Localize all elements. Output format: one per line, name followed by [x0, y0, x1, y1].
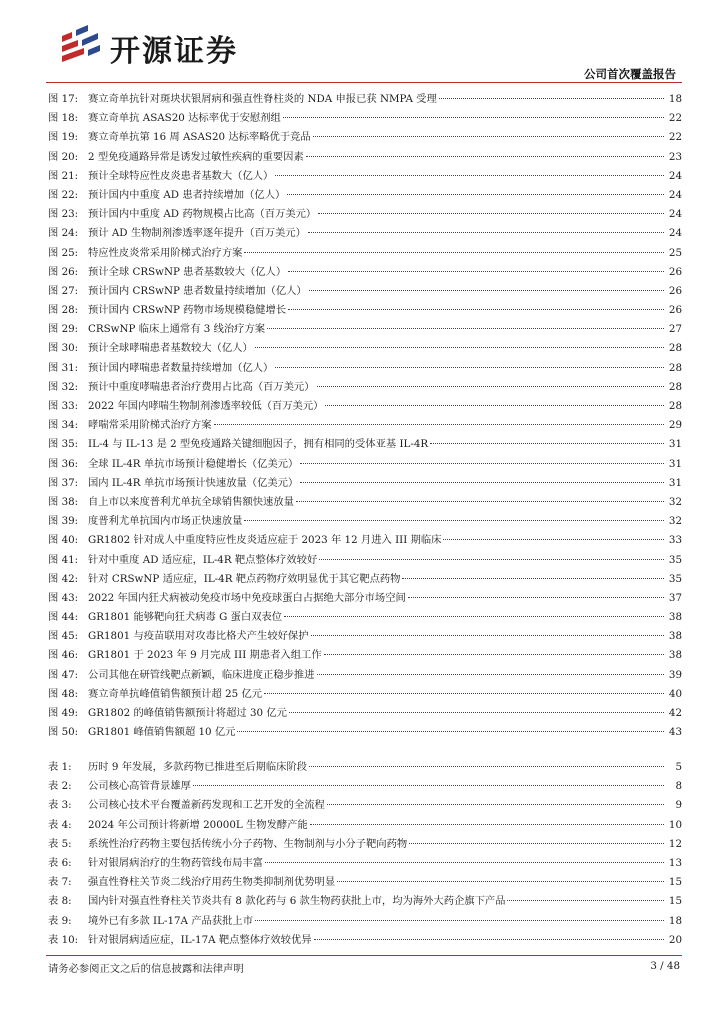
entry-page: 5: [675, 761, 682, 773]
dot-leader: [289, 712, 664, 713]
entry-page: 42: [668, 707, 682, 719]
entry-label: 图 27:: [48, 284, 79, 297]
entry-label: 图 46:: [48, 649, 79, 662]
entry-title: 历时 9 年发展，多款药物已推进至后期临床阶段: [88, 761, 308, 773]
dot-leader: [306, 156, 664, 157]
toc-entry[interactable]: [48, 646, 682, 665]
entry-title: GR1802 的峰值销售额预计将超过 30 亿元: [88, 707, 287, 719]
dot-leader: [319, 559, 664, 560]
page-header: [0, 0, 724, 84]
entry-label: 图 42:: [48, 572, 79, 585]
entry-label: 图 23:: [48, 208, 79, 221]
entry-label: 图 17:: [48, 93, 79, 105]
entry-label: 图 40:: [48, 534, 79, 547]
dot-leader: [288, 309, 664, 310]
entry-title: 预计全球哮喘患者基数较大（亿人）: [88, 342, 253, 355]
entry-page: 33: [668, 534, 682, 547]
footer-divider: [46, 955, 682, 956]
toc-entry[interactable]: [48, 109, 682, 128]
toc-entry[interactable]: [48, 435, 682, 454]
entry-title: 境外已有多款 IL-17A 产品获批上市: [88, 914, 254, 927]
dot-leader: [337, 881, 664, 882]
dot-leader: [275, 367, 664, 368]
entry-label: 图 22:: [48, 188, 79, 201]
toc-entry[interactable]: [48, 339, 682, 358]
entry-label: 图 44:: [48, 611, 79, 624]
entry-page: 26: [668, 284, 682, 297]
dot-leader: [193, 785, 664, 786]
entry-label: 图 26:: [48, 265, 79, 278]
dot-leader: [317, 386, 664, 387]
entry-label: 图 50:: [48, 726, 79, 739]
entry-page: 15: [668, 895, 682, 908]
entry-page: 26: [668, 265, 682, 278]
entry-label: 图 19:: [48, 131, 79, 144]
entry-title: 2022 年国内狂犬病被动免疫市场中免疫球蛋白占据绝大部分市场空间: [88, 591, 406, 604]
entry-page: 9: [675, 799, 682, 812]
entry-title: 公司核心高管背景雄厚: [88, 780, 191, 793]
dot-leader: [309, 766, 664, 767]
toc-entry[interactable]: [48, 854, 682, 873]
entry-page: 24: [668, 208, 682, 221]
dot-leader: [318, 213, 664, 214]
entry-label: 图 31:: [48, 361, 79, 374]
entry-label: 图 48:: [48, 687, 79, 700]
entry-label: 图 24:: [48, 227, 79, 240]
entry-page: 10: [668, 818, 682, 831]
entry-title: 国内针对强直性脊柱关节炎共有 8 款化药与 6 款生物药获批上市，均为海外大药企旗下产品: [88, 895, 506, 908]
entry-page: 8: [675, 780, 682, 793]
entry-label: 表 3:: [48, 799, 72, 812]
toc-entry[interactable]: [48, 531, 682, 550]
entry-title: 赛立奇单抗峰值销售额预计超 25 亿元: [88, 687, 263, 700]
entry-title: GR1801 于 2023 年 9 月完成 III 期患者入组工作: [88, 649, 322, 662]
entry-title: 针对银屑病适应症，IL-17A 靶点整体疗效较优异: [88, 933, 312, 946]
toc-entry[interactable]: [48, 796, 682, 815]
entry-page: 35: [668, 553, 682, 566]
toc-entry[interactable]: [48, 589, 682, 608]
entry-label: 表 7:: [48, 876, 72, 889]
toc-entry[interactable]: [48, 666, 682, 685]
entry-label: 表 2:: [48, 780, 72, 793]
entry-label: 表 5:: [48, 837, 72, 850]
dot-leader: [439, 98, 664, 99]
entry-page: 18: [668, 93, 682, 105]
dot-leader: [300, 482, 664, 483]
entry-page: 22: [668, 112, 682, 125]
entry-page: 15: [668, 876, 682, 889]
entry-title: CRSwNP 临床上通常有 3 线治疗方案: [88, 323, 266, 336]
toc-entry[interactable]: [48, 167, 682, 186]
entry-page: 31: [668, 438, 682, 451]
entry-page: 35: [668, 572, 682, 585]
entry-title: 预计中重度哮喘患者治疗费用占比高（百万美元）: [88, 380, 315, 393]
entry-label: 图 29:: [48, 323, 79, 336]
toc-entry[interactable]: [48, 359, 682, 378]
toc-entry[interactable]: [48, 608, 682, 627]
entry-title: 预计国内哮喘患者数量持续增加（亿人）: [88, 361, 274, 374]
dot-leader: [317, 674, 664, 675]
entry-title: 预计国内中重度 AD 患者持续增加（亿人）: [88, 188, 286, 201]
entry-label: 表 10:: [48, 933, 79, 946]
entry-title: GR1801 峰值销售额超 10 亿元: [88, 726, 236, 739]
entry-page: 28: [668, 361, 682, 374]
entry-label: 图 28:: [48, 304, 79, 317]
entry-title: 赛立奇单抗针对斑块状银屑病和强直性脊柱炎的 NDA 申报已获 NMPA 受理: [88, 93, 437, 105]
entry-label: 图 25:: [48, 246, 79, 259]
entry-page: 23: [668, 150, 682, 163]
entry-label: 图 32:: [48, 380, 79, 393]
entry-label: 图 39:: [48, 515, 79, 528]
entry-page: 38: [668, 611, 682, 624]
toc-entry[interactable]: [48, 186, 682, 205]
entry-label: 表 9:: [48, 914, 72, 927]
entry-title: 预计国内中重度 AD 药物规模占比高（百万美元）: [88, 208, 317, 221]
entry-page: 20: [668, 933, 682, 946]
dot-leader: [310, 824, 664, 825]
entry-page: 37: [668, 591, 682, 604]
page-number: 3 / 48: [650, 960, 680, 972]
dot-leader: [264, 693, 664, 694]
dot-leader: [237, 731, 664, 732]
entry-page: 24: [668, 169, 682, 182]
entry-page: 31: [668, 457, 682, 470]
entry-title: 公司核心技术平台覆盖新药发现和工艺开发的全流程: [88, 799, 325, 812]
dot-leader: [283, 117, 664, 118]
dot-leader: [430, 443, 664, 444]
dot-leader: [296, 501, 664, 502]
dot-leader: [255, 920, 664, 921]
dot-leader: [275, 175, 664, 176]
toc-entry[interactable]: [48, 90, 682, 109]
dot-leader: [214, 424, 664, 425]
entry-page: 28: [668, 400, 682, 412]
toc-entry[interactable]: [48, 685, 682, 704]
entry-page: 13: [668, 856, 682, 869]
entry-page: 18: [668, 914, 682, 927]
toc-entry[interactable]: [48, 128, 682, 147]
toc-entry[interactable]: [48, 931, 682, 950]
toc-entry[interactable]: [48, 551, 682, 570]
entry-label: 图 34:: [48, 419, 79, 432]
entry-label: 图 43:: [48, 591, 79, 604]
company-logo: [58, 20, 258, 68]
entry-title: 针对中重度 AD 适应症，IL-4R 靶点整体疗效较好: [88, 553, 318, 566]
entry-page: 24: [668, 188, 682, 201]
entry-title: 2024 年公司预计将新增 20000L 生物发酵产能: [88, 818, 308, 831]
entry-title: 自上市以来度普利尤单抗全球销售额快速放量: [88, 495, 294, 508]
entry-label: 图 38:: [48, 495, 79, 508]
entry-title: 国内 IL-4R 单抗市场预计快速放量（亿美元）: [88, 476, 299, 489]
dot-leader: [408, 597, 664, 598]
dot-leader: [267, 328, 664, 329]
dot-leader: [311, 635, 664, 636]
entry-title: 针对 CRSwNP 适应症，IL-4R 靶点药物疗效明显优于其它靶点药物: [88, 572, 401, 585]
entry-page: 28: [668, 342, 682, 355]
dot-leader: [255, 347, 664, 348]
entry-label: 图 45:: [48, 630, 79, 643]
entry-title: GR1801 能够靶向狂犬病毒 G 蛋白双表位: [88, 611, 283, 624]
toc-entry[interactable]: [48, 816, 682, 835]
entry-title: 全球 IL-4R 单抗市场预计稳健增长（亿美元）: [88, 457, 299, 470]
entry-title: 针对银屑病治疗的生物药管线布局丰富: [88, 856, 264, 869]
entry-label: 图 36:: [48, 457, 79, 470]
dot-leader: [314, 939, 664, 940]
toc-entry[interactable]: [48, 777, 682, 796]
entry-title: 预计全球特应性皮炎患者基数大（亿人）: [88, 169, 274, 182]
toc-entry[interactable]: [48, 205, 682, 224]
entry-page: 40: [668, 687, 682, 700]
entry-label: 表 4:: [48, 818, 72, 831]
toc-entry[interactable]: [48, 263, 682, 282]
dot-leader: [265, 862, 664, 863]
entry-page: 28: [668, 380, 682, 393]
toc-entry[interactable]: [48, 416, 682, 435]
toc-entry[interactable]: [48, 627, 682, 646]
entry-page: 43: [668, 726, 682, 739]
toc-entry[interactable]: [48, 224, 682, 243]
entry-page: 22: [668, 131, 682, 144]
dot-leader: [309, 290, 664, 291]
dot-leader: [300, 463, 664, 464]
entry-label: 图 49:: [48, 707, 79, 719]
entry-title: 特应性皮炎常采用阶梯式治疗方案: [88, 246, 243, 259]
toc-entry[interactable]: [48, 282, 682, 301]
toc-entry[interactable]: [48, 244, 682, 263]
dot-leader: [324, 654, 664, 655]
dot-leader: [284, 616, 664, 617]
entry-page: 24: [668, 227, 682, 240]
dot-leader: [402, 578, 664, 579]
entry-title: 强直性脊柱关节炎二线治疗用药生物类抑制剂优势明显: [88, 876, 336, 889]
dot-leader: [244, 520, 664, 521]
entry-title: 预计国内 CRSwNP 药物市场规模稳健增长: [88, 304, 287, 317]
entry-page: 31: [668, 476, 682, 489]
entry-label: 图 47:: [48, 668, 79, 681]
entry-label: 图 35:: [48, 438, 79, 451]
entry-label: 图 18:: [48, 112, 79, 125]
footer-disclaimer: 请务必参阅正文之后的信息披露和法律声明: [48, 963, 244, 975]
entry-page: 12: [668, 837, 682, 850]
entry-title: GR1801 与疫苗联用对攻毒比格犬产生较好保护: [88, 630, 309, 643]
dot-leader: [313, 136, 664, 137]
toc-entry[interactable]: [48, 378, 682, 397]
entry-label: 表 1:: [48, 761, 72, 773]
toc-entry[interactable]: [48, 723, 682, 742]
toc-entry[interactable]: [48, 873, 682, 892]
brand-mark-icon: [58, 22, 102, 66]
dot-leader: [288, 271, 664, 272]
entry-title: 赛立奇单抗 ASAS20 达标率优于安慰剂组: [88, 112, 281, 125]
entry-label: 图 41:: [48, 553, 79, 566]
entry-label: 图 21:: [48, 169, 79, 182]
toc-entry[interactable]: [48, 912, 682, 931]
entry-label: 图 20:: [48, 150, 79, 163]
dot-leader: [327, 804, 664, 805]
dot-leader: [443, 539, 664, 540]
entry-title: 2 型免疫通路异常是诱发过敏性疾病的重要因素: [88, 150, 304, 163]
toc-entry[interactable]: [48, 892, 682, 911]
entry-title: 2022 年国内哮喘生物制剂渗透率较低（百万美元）: [88, 400, 324, 412]
toc-entry[interactable]: [48, 512, 682, 531]
report-type: 公司首次覆盖报告: [584, 67, 676, 81]
entry-page: 39: [668, 668, 682, 681]
dot-leader: [308, 232, 664, 233]
entry-label: 表 6:: [48, 856, 72, 869]
toc-entry[interactable]: [48, 570, 682, 589]
dot-leader: [287, 194, 664, 195]
entry-title: 预计 AD 生物制剂渗透率逐年提升（百万美元）: [88, 227, 306, 240]
entry-title: 系统性治疗药物主要包括传统小分子药物、生物制剂与小分子靶向药物: [88, 837, 408, 850]
entry-title: 哮喘常采用阶梯式治疗方案: [88, 419, 212, 432]
toc-entry[interactable]: [48, 758, 682, 777]
entry-page: 27: [668, 323, 682, 336]
toc-entry[interactable]: [48, 493, 682, 512]
toc-entry[interactable]: [48, 704, 682, 723]
dot-leader: [507, 900, 664, 901]
entry-page: 25: [668, 246, 682, 259]
entry-title: 赛立奇单抗第 16 周 ASAS20 达标率略优于竞品: [88, 131, 311, 144]
entry-label: 图 33:: [48, 400, 79, 412]
toc-entry[interactable]: [48, 301, 682, 320]
dot-leader: [325, 405, 664, 406]
table-index: [48, 758, 682, 950]
toc-entry[interactable]: [48, 148, 682, 167]
toc-entry[interactable]: [48, 455, 682, 474]
dot-leader: [409, 843, 664, 844]
entry-title: IL-4 与 IL-13 是 2 型免疫通路关键细胞因子，拥有相同的受体亚基 IL-4R: [88, 438, 429, 451]
toc-entry[interactable]: [48, 320, 682, 339]
entry-title: 公司其他在研管线靶点新颖，临床进度正稳步推进: [88, 668, 315, 681]
entry-page: 29: [668, 419, 682, 432]
toc-entry[interactable]: [48, 397, 682, 416]
entry-page: 38: [668, 649, 682, 662]
toc-entry[interactable]: [48, 474, 682, 493]
entry-title: GR1802 针对成人中重度特应性皮炎适应症于 2023 年 12 月进入 III 期临床: [88, 534, 442, 547]
header-divider: [46, 82, 682, 83]
entry-label: 表 8:: [48, 895, 72, 908]
entry-title: 预计国内 CRSwNP 患者数量持续增加（亿人）: [88, 284, 307, 297]
entry-page: 32: [668, 515, 682, 528]
entry-title: 度普利尤单抗国内市场正快速放量: [88, 515, 243, 528]
entry-label: 图 30:: [48, 342, 79, 355]
entry-page: 26: [668, 304, 682, 317]
brand-name: 开源证券: [110, 34, 238, 69]
entry-title: 预计全球 CRSwNP 患者基数较大（亿人）: [88, 265, 287, 278]
entry-page: 38: [668, 630, 682, 643]
entry-page: 32: [668, 495, 682, 508]
dot-leader: [244, 252, 664, 253]
figure-index: [48, 90, 682, 742]
toc-entry[interactable]: [48, 835, 682, 854]
entry-label: 图 37:: [48, 476, 79, 489]
